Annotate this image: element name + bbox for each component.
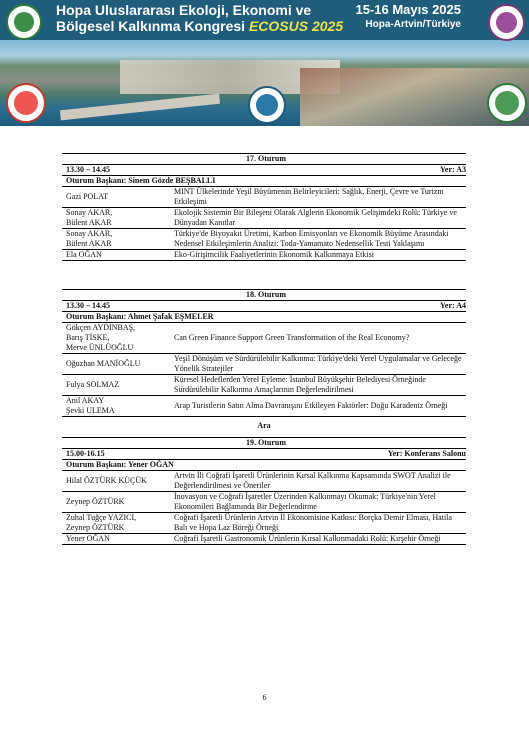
session-title: 19. Oturum [62, 438, 466, 449]
paper-row [62, 396, 466, 417]
page-number: 6 [262, 693, 267, 702]
session-room: Yer: Konferans Salonu [170, 449, 466, 460]
paper-row [62, 492, 466, 513]
session-room: Yer: A4 [170, 301, 466, 312]
paper-title: İnovasyon ve Coğrafi İşaretler Üzerinden Kalkınmayı Okumak: Türkiye'nin Yerel Ekonomileri Bağlamında Bir Değerlendirme [170, 492, 466, 513]
paper-title: Arap Turistlerin Satın Alma Davranışını Etkileyen Faktörler: Doğu Karadeniz Örneği [170, 396, 466, 417]
paper-authors: Zuhal Tuğçe YAZICI, Zeynep ÖZTÜRK [62, 513, 170, 534]
paper-title: MINT Ülkelerinde Yeşil Büyümenin Belirleyicileri: Sağlık, Enerji, Çevre ve Turizm Etkileşimi [170, 187, 466, 208]
university-logo-icon [6, 4, 42, 40]
paper-title: Coğrafi İşaretli Ürünlerin Artvin İl Ekonomisine Katkısı: Borçka Demir Elması, Hatila Balı ve Hopa Laz Böreği Örneği [170, 513, 466, 534]
paper-row [62, 323, 466, 354]
paper-title: Ekolojik Sistemin Bir Bileşeni Olarak Alglerin Ekonomik Gelişimdeki Rolü: Türkiye ve Dünyadan Kanıtlar [170, 208, 466, 229]
congress-brand: ECOSUS 2025 [248, 18, 344, 34]
session-title: 18. Oturum [62, 290, 466, 301]
paper-authors: Anıl AKAY Şevki ULEMA [62, 396, 170, 417]
paper-authors: Yener OĞAN [62, 534, 170, 545]
paper-row [62, 250, 466, 261]
paper-row [62, 471, 466, 492]
paper-authors: Gökçen AYDINBAŞ, Barış TİSKE, Merve ÜNLÜOĞLU [62, 323, 170, 354]
paper-authors: Sonay AKAR, Bülent AKAR [62, 208, 170, 229]
session-time: 13.30 – 14.45 [62, 301, 170, 312]
paper-row [62, 208, 466, 229]
paper-row [62, 187, 466, 208]
congress-title-line1: Hopa Uluslararası Ekoloji, Ekonomi ve [56, 2, 312, 18]
session-chair: Oturum Başkanı: Sinem Gözde BEŞBALLI [62, 176, 466, 187]
forest-logo-icon [487, 83, 527, 123]
paper-title: Küresel Hedeflerden Yerel Eyleme: İstanbul Büyükşehir Belediyesi Örneğinde Sürdürülebilir Kalkınma Amaçlarının Değerlendirilmesi [170, 375, 466, 396]
ministry-logo-icon [6, 83, 46, 123]
paper-title: Can Green Finance Support Green Transformation of the Real Economy? [170, 323, 466, 354]
session-time: 15.00-16.15 [62, 449, 170, 460]
session-block [62, 153, 466, 261]
session-title: 17. Oturum [62, 154, 466, 165]
paper-authors: Zeynep ÖZTÜRK [62, 492, 170, 513]
congress-title [56, 2, 343, 34]
paper-title: Eko-Girişimcilik Faaliyetlerinin Ekonomik Kalkınmaya Etkisi [170, 250, 466, 261]
session-block [62, 437, 466, 545]
congress-date: 15-16 Mayıs 2025 [355, 2, 461, 17]
paper-row [62, 375, 466, 396]
paper-title: Türkiye'de Biyoyakıt Üretimi, Karbon Emisyonları ve Ekonomik Büyüme Arasındaki Nedensel Etkileşimlerin Analizi: Toda-Yamamato Nedensellik Testi Yaklaşımı [170, 229, 466, 250]
hopa-municipality-logo-icon [248, 86, 286, 124]
session-chair: Oturum Başkanı: Yener OĞAN [62, 460, 466, 471]
paper-row [62, 534, 466, 545]
paper-authors: Ela OĞAN [62, 250, 170, 261]
paper-authors: Fulya SOLMAZ [62, 375, 170, 396]
paper-authors: Gazi POLAT [62, 187, 170, 208]
session-time: 13.30 – 14.45 [62, 165, 170, 176]
paper-row [62, 513, 466, 534]
session-room: Yer: A3 [170, 165, 466, 176]
partner-logo-icon [488, 4, 525, 41]
break-label: Ara [257, 421, 271, 430]
paper-title: Yeşil Dönüşüm ve Sürdürülebilir Kalkınma: Türkiye'deki Yerel Uygulamalar ve Geleceğe Yönelik Stratejiler [170, 354, 466, 375]
congress-banner [0, 0, 529, 126]
paper-title: Coğrafi İşaretli Gastronomik Ürünlerin Kırsal Kalkınmadaki Rolü: Kırşehir Örneği [170, 534, 466, 545]
session-chair: Oturum Başkanı: Ahmet Şafak EŞMELER [62, 312, 466, 323]
congress-dateline [355, 2, 461, 32]
congress-location: Hopa-Artvin/Türkiye [365, 19, 461, 30]
congress-title-line2: Bölgesel Kalkınma Kongresi [56, 18, 246, 34]
session-block [62, 289, 466, 417]
paper-authors: Oğuzhan MANİOĞLU [62, 354, 170, 375]
paper-authors: Sonay AKAR, Bülent AKAR [62, 229, 170, 250]
paper-authors: Hilal ÖZTÜRK KÜÇÜK [62, 471, 170, 492]
paper-row [62, 229, 466, 250]
paper-row [62, 354, 466, 375]
paper-title: Artvin İli Coğrafi İşaretli Ürünlerinin Kırsal Kalkınma Kapsamında SWOT Analizi ile Değerlendirilmesi ve Öneriler [170, 471, 466, 492]
